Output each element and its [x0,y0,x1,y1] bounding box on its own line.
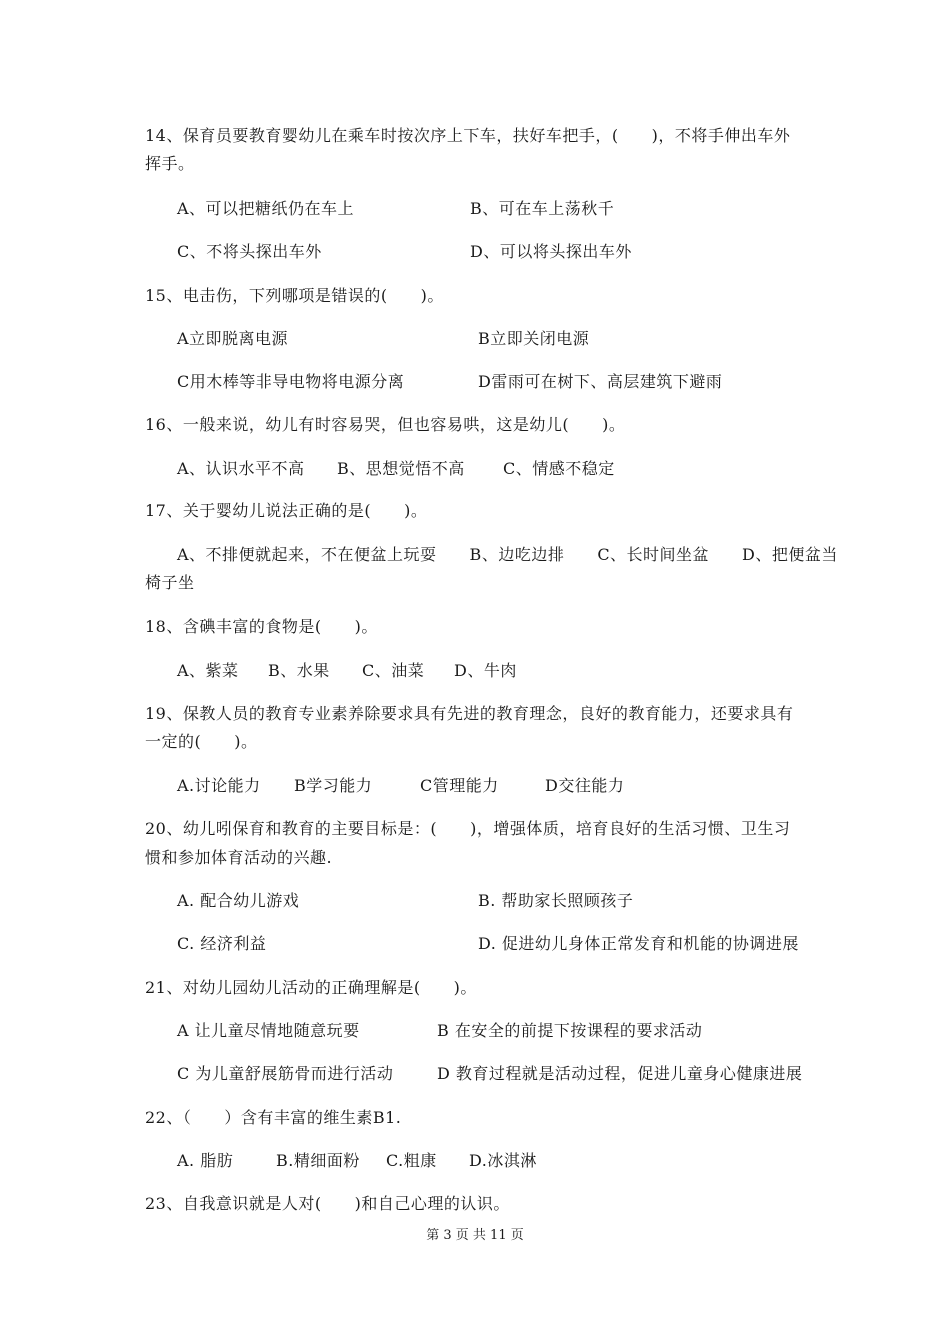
question-14-line-1: 14、保育员要教育婴幼儿在乘车时按次序上下车，扶好车把手，( )，不将手伸出车外 [145,126,791,145]
question-22-option-b: B.精细面粉 [276,1151,360,1170]
question-14-option-c: C、不将头探出车外 [177,242,322,261]
page-number-footer: 第 3 页 共 11 页 [426,1228,524,1243]
question-14-option-a: A、可以把糖纸仍在车上 [177,199,355,218]
question-23-stem: 23、自我意识就是人对( )和自己心理的认识。 [145,1194,510,1213]
question-15-stem: 15、电击伤，下列哪项是错误的( )。 [145,286,444,305]
question-22-option-d: D.冰淇淋 [469,1151,537,1170]
question-20-line-2: 惯和参加体育活动的兴趣. [145,848,333,867]
question-21-option-a: A 让儿童尽情地随意玩要 [177,1021,360,1040]
question-19-option-a: A.讨论能力 [177,776,261,795]
question-14-option-b: B、可在车上荡秋千 [470,199,615,218]
question-20-option-a: A. 配合幼儿游戏 [177,891,300,910]
question-15-option-d: D雷雨可在树下、高层建筑下避雨 [478,372,723,391]
question-16-option-b: B、思想觉悟不高 [337,459,465,478]
question-17-stem: 17、关于婴幼儿说法正确的是( )。 [145,501,428,520]
question-16-option-a: A、认识水平不高 [177,459,305,478]
question-18-option-b: B、水果 [268,661,330,680]
question-22-option-c: C.粗康 [386,1151,437,1170]
question-22-stem: 22、（ ）含有丰富的维生素B1. [145,1108,402,1127]
question-18-option-d: D、牛肉 [454,661,517,680]
question-20-option-c: C. 经济利益 [177,934,267,953]
question-22-option-a: A. 脂肪 [177,1151,234,1170]
question-17-options-line-2: 椅子坐 [145,573,195,592]
question-14-option-d: D、可以将头探出车外 [470,242,632,261]
question-18-option-a: A、紫菜 [177,661,239,680]
question-20-option-d: D. 促进幼儿身体正常发育和机能的协调进展 [478,934,799,953]
question-21-stem: 21、对幼儿园幼儿活动的正确理解是( )。 [145,978,477,997]
question-18-option-c: C、油菜 [362,661,425,680]
question-19-option-d: D交往能力 [545,776,625,795]
question-18-stem: 18、含碘丰富的食物是( )。 [145,617,378,636]
question-15-option-a: A立即脱离电源 [177,329,289,348]
question-17-options-line-1: A、不排便就起来，不在便盆上玩耍 B、边吃边排 C、长时间坐盆 D、把便盆当 [177,545,838,564]
question-15-option-b: B立即关闭电源 [478,329,590,348]
question-15-option-c: C用木棒等非导电物将电源分离 [177,372,405,391]
question-21-option-c: C 为儿童舒展筋骨而进行活动 [177,1064,394,1083]
question-16-stem: 16、一般来说，幼儿有时容易哭，但也容易哄，这是幼儿( )。 [145,415,626,434]
question-21-option-d: D 教育过程就是活动过程，促进儿童身心健康进展 [437,1064,803,1083]
question-19-line-2: 一定的( )。 [145,732,258,751]
question-19-option-b: B学习能力 [294,776,373,795]
question-19-option-c: C管理能力 [420,776,499,795]
question-21-option-b: B 在安全的前提下按课程的要求活动 [437,1021,703,1040]
question-14-line-2: 挥手。 [145,154,195,173]
question-19-line-1: 19、保教人员的教育专业素养除要求具有先进的教育理念，良好的教育能力，还要求具有 [145,704,794,723]
question-16-option-c: C、情感不稳定 [503,459,615,478]
question-20-option-b: B. 帮助家长照顾孩子 [478,891,634,910]
question-20-line-1: 20、幼儿吲保育和教育的主要目标是：( )，增强体质，培育良好的生活习惯、卫生习 [145,819,791,838]
